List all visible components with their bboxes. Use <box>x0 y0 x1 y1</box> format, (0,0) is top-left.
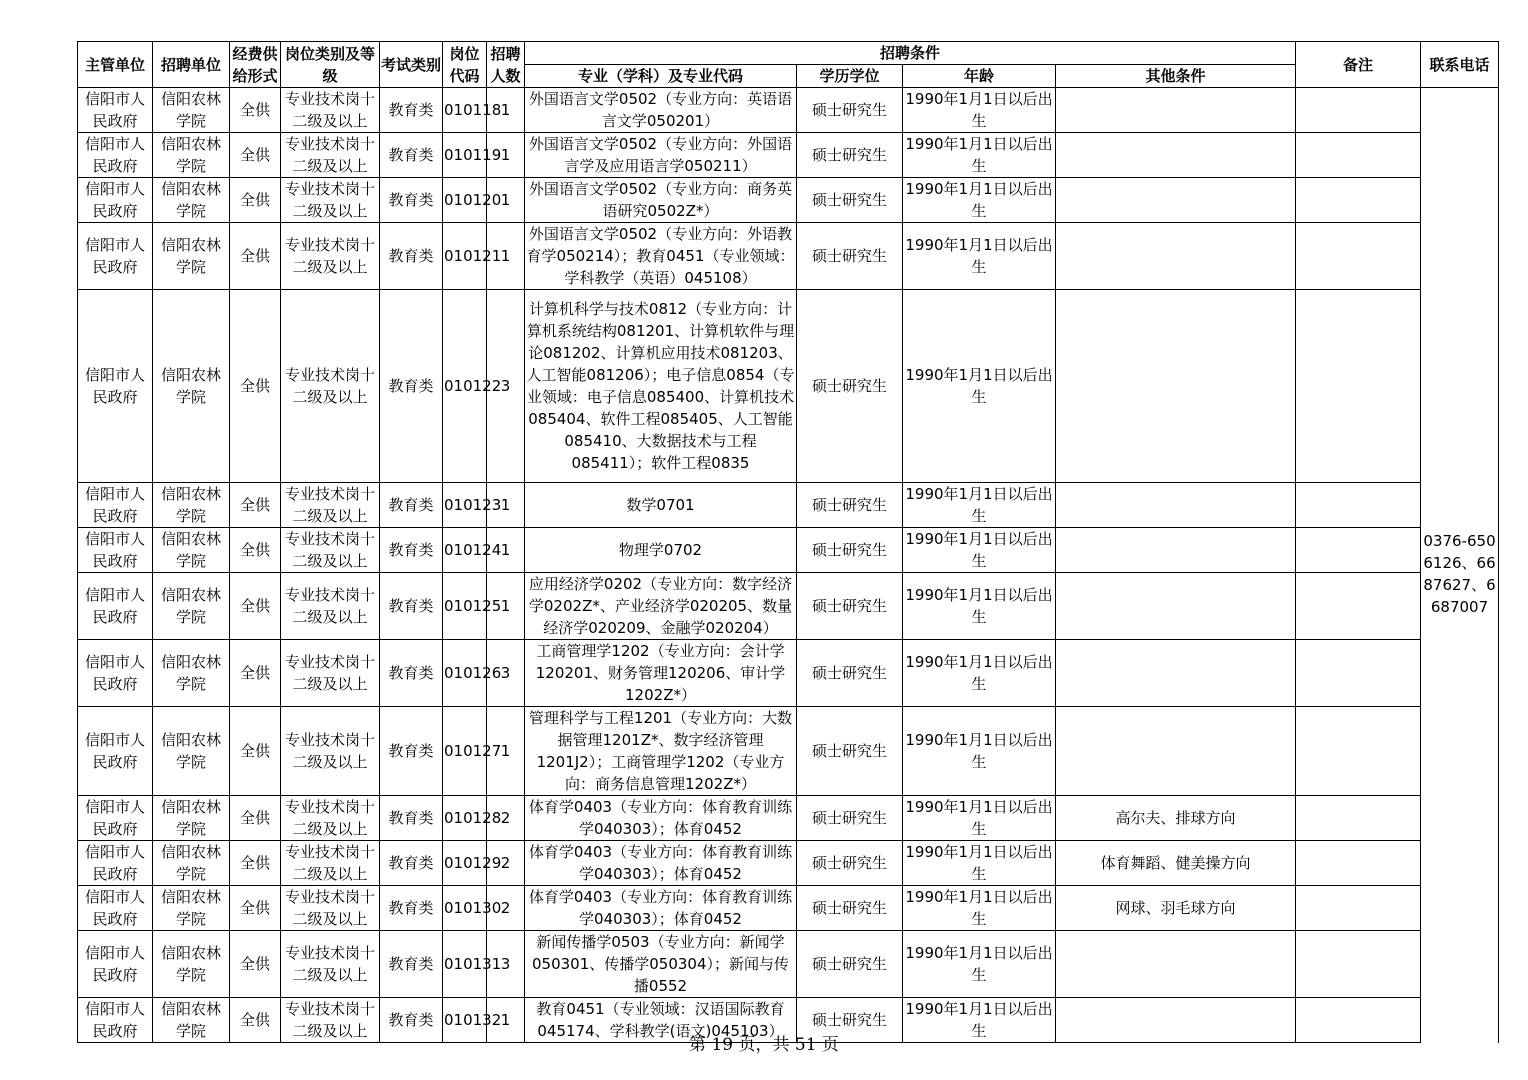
cell-beizhu <box>1296 528 1421 573</box>
cell-jingfei: 全供 <box>230 640 281 707</box>
header-qita: 其他条件 <box>1056 65 1296 88</box>
cell-zhaopin: 信阳农林学院 <box>153 796 230 841</box>
cell-zhuguan: 信阳市人民政府 <box>78 707 153 796</box>
cell-zhuguan: 信阳市人民政府 <box>78 88 153 133</box>
cell-zhaopin: 信阳农林学院 <box>153 88 230 133</box>
cell-xueli: 硕士研究生 <box>797 483 903 528</box>
cell-zhuanye: 计算机科学与技术0812（专业方向：计算机系统结构081201、计算机软件与理论081202、计算机应用技术081203、人工智能081206）；电子信息0854（专业领域：电子信息085400、计算机技术085404、软件工程085405、人工智能085410、大数据技术与工程085411）；软件工程0835 <box>525 290 797 483</box>
cell-zhuanye: 体育学0403（专业方向：体育教育训练学040303）；体育0452 <box>525 796 797 841</box>
cell-zhaopin: 信阳农林学院 <box>153 998 230 1043</box>
cell-kaoshi: 教育类 <box>380 483 443 528</box>
cell-zhuguan: 信阳市人民政府 <box>78 841 153 886</box>
cell-zhuanye: 外国语言文学0502（专业方向：外国语言学及应用语言学050211） <box>525 133 797 178</box>
cell-xueli: 硕士研究生 <box>797 88 903 133</box>
header-nianling: 年龄 <box>903 65 1056 88</box>
table-row <box>78 483 1499 528</box>
cell-code: 010129 <box>443 841 487 886</box>
cell-nianling: 1990年1月1日以后出生 <box>903 88 1056 133</box>
header-jingfei: 经费供给形式 <box>230 42 281 88</box>
cell-nianling: 1990年1月1日以后出生 <box>903 178 1056 223</box>
cell-kaoshi: 教育类 <box>380 931 443 998</box>
cell-gangwei: 专业技术岗十二级及以上 <box>281 290 380 483</box>
cell-jingfei: 全供 <box>230 223 281 290</box>
header-dianhua: 联系电话 <box>1421 42 1499 88</box>
cell-xueli: 硕士研究生 <box>797 133 903 178</box>
cell-zhuguan: 信阳市人民政府 <box>78 290 153 483</box>
cell-nianling: 1990年1月1日以后出生 <box>903 640 1056 707</box>
cell-xueli: 硕士研究生 <box>797 886 903 931</box>
cell-nianling: 1990年1月1日以后出生 <box>903 841 1056 886</box>
table-row <box>78 528 1499 573</box>
cell-beizhu <box>1296 796 1421 841</box>
header-beizhu: 备注 <box>1296 42 1421 88</box>
cell-zhuanye: 数学0701 <box>525 483 797 528</box>
cell-qita: 高尔夫、排球方向 <box>1056 796 1296 841</box>
cell-code: 010126 <box>443 640 487 707</box>
cell-xueli: 硕士研究生 <box>797 290 903 483</box>
cell-jingfei: 全供 <box>230 707 281 796</box>
cell-code: 010132 <box>443 998 487 1043</box>
cell-beizhu <box>1296 841 1421 886</box>
cell-code: 010128 <box>443 796 487 841</box>
cell-zhaopin: 信阳农林学院 <box>153 223 230 290</box>
cell-code: 010124 <box>443 528 487 573</box>
cell-gangwei: 专业技术岗十二级及以上 <box>281 931 380 998</box>
cell-kaoshi: 教育类 <box>380 290 443 483</box>
cell-num: 1 <box>487 998 525 1043</box>
cell-code: 010119 <box>443 133 487 178</box>
table-row <box>78 133 1499 178</box>
cell-zhuguan: 信阳市人民政府 <box>78 483 153 528</box>
cell-num: 1 <box>487 88 525 133</box>
cell-gangwei: 专业技术岗十二级及以上 <box>281 998 380 1043</box>
cell-zhaopin: 信阳农林学院 <box>153 886 230 931</box>
cell-beizhu <box>1296 483 1421 528</box>
table-row <box>78 886 1499 931</box>
cell-nianling: 1990年1月1日以后出生 <box>903 931 1056 998</box>
cell-jingfei: 全供 <box>230 998 281 1043</box>
cell-zhuguan: 信阳市人民政府 <box>78 223 153 290</box>
cell-zhuanye: 外国语言文学0502（专业方向：外语教育学050214）；教育0451（专业领域：学科教学（英语）045108） <box>525 223 797 290</box>
cell-zhaopin: 信阳农林学院 <box>153 707 230 796</box>
cell-kaoshi: 教育类 <box>380 707 443 796</box>
cell-zhuanye: 外国语言文学0502（专业方向：英语语言文学050201） <box>525 88 797 133</box>
cell-qita <box>1056 290 1296 483</box>
cell-num: 1 <box>487 483 525 528</box>
table-row <box>78 290 1499 483</box>
cell-qita <box>1056 178 1296 223</box>
cell-gangwei: 专业技术岗十二级及以上 <box>281 483 380 528</box>
cell-gangwei: 专业技术岗十二级及以上 <box>281 223 380 290</box>
header-tiaojian: 招聘条件 <box>525 42 1296 65</box>
cell-num: 1 <box>487 528 525 573</box>
cell-zhuguan: 信阳市人民政府 <box>78 931 153 998</box>
cell-jingfei: 全供 <box>230 796 281 841</box>
cell-nianling: 1990年1月1日以后出生 <box>903 573 1056 640</box>
cell-xueli: 硕士研究生 <box>797 796 903 841</box>
cell-beizhu <box>1296 886 1421 931</box>
cell-qita <box>1056 88 1296 133</box>
cell-num: 3 <box>487 640 525 707</box>
cell-beizhu <box>1296 640 1421 707</box>
cell-zhuguan: 信阳市人民政府 <box>78 528 153 573</box>
cell-kaoshi: 教育类 <box>380 886 443 931</box>
header-gangwei-leibie: 岗位类别及等级 <box>281 42 380 88</box>
table-row <box>78 707 1499 796</box>
cell-zhuguan: 信阳市人民政府 <box>78 640 153 707</box>
cell-jingfei: 全供 <box>230 178 281 223</box>
cell-jingfei: 全供 <box>230 841 281 886</box>
cell-zhuguan: 信阳市人民政府 <box>78 573 153 640</box>
cell-xueli: 硕士研究生 <box>797 931 903 998</box>
cell-kaoshi: 教育类 <box>380 573 443 640</box>
cell-phone: 0376-6506126、6687627、6687007 <box>1421 88 1499 1043</box>
cell-code: 010120 <box>443 178 487 223</box>
header-zhuguan: 主管单位 <box>78 42 153 88</box>
cell-zhuguan: 信阳市人民政府 <box>78 796 153 841</box>
cell-code: 010121 <box>443 223 487 290</box>
cell-nianling: 1990年1月1日以后出生 <box>903 483 1056 528</box>
cell-zhuguan: 信阳市人民政府 <box>78 178 153 223</box>
cell-qita: 体育舞蹈、健美操方向 <box>1056 841 1296 886</box>
cell-jingfei: 全供 <box>230 931 281 998</box>
cell-code: 010130 <box>443 886 487 931</box>
cell-zhaopin: 信阳农林学院 <box>153 483 230 528</box>
cell-xueli: 硕士研究生 <box>797 640 903 707</box>
cell-jingfei: 全供 <box>230 528 281 573</box>
table-row <box>78 796 1499 841</box>
header-zhaopin: 招聘单位 <box>153 42 230 88</box>
cell-nianling: 1990年1月1日以后出生 <box>903 886 1056 931</box>
cell-beizhu <box>1296 573 1421 640</box>
cell-qita <box>1056 133 1296 178</box>
cell-num: 1 <box>487 133 525 178</box>
cell-code: 010118 <box>443 88 487 133</box>
cell-qita <box>1056 528 1296 573</box>
cell-jingfei: 全供 <box>230 573 281 640</box>
cell-zhuanye: 体育学0403（专业方向：体育教育训练学040303）；体育0452 <box>525 886 797 931</box>
cell-gangwei: 专业技术岗十二级及以上 <box>281 88 380 133</box>
cell-num: 1 <box>487 573 525 640</box>
cell-zhuguan: 信阳市人民政府 <box>78 886 153 931</box>
cell-qita <box>1056 707 1296 796</box>
cell-code: 010123 <box>443 483 487 528</box>
cell-num: 1 <box>487 223 525 290</box>
cell-code: 010125 <box>443 573 487 640</box>
cell-zhaopin: 信阳农林学院 <box>153 640 230 707</box>
cell-kaoshi: 教育类 <box>380 88 443 133</box>
table-row <box>78 223 1499 290</box>
cell-kaoshi: 教育类 <box>380 528 443 573</box>
cell-beizhu <box>1296 223 1421 290</box>
cell-jingfei: 全供 <box>230 88 281 133</box>
cell-code: 010131 <box>443 931 487 998</box>
cell-beizhu <box>1296 133 1421 178</box>
cell-zhuanye: 物理学0702 <box>525 528 797 573</box>
cell-num: 2 <box>487 886 525 931</box>
cell-qita <box>1056 573 1296 640</box>
cell-xueli: 硕士研究生 <box>797 707 903 796</box>
cell-zhaopin: 信阳农林学院 <box>153 133 230 178</box>
cell-jingfei: 全供 <box>230 133 281 178</box>
cell-zhuanye: 外国语言文学0502（专业方向：商务英语研究0502Z*） <box>525 178 797 223</box>
cell-kaoshi: 教育类 <box>380 998 443 1043</box>
cell-kaoshi: 教育类 <box>380 841 443 886</box>
cell-beizhu <box>1296 178 1421 223</box>
cell-kaoshi: 教育类 <box>380 133 443 178</box>
table-body <box>78 88 1499 1043</box>
cell-zhaopin: 信阳农林学院 <box>153 528 230 573</box>
header-xueli: 学历学位 <box>797 65 903 88</box>
table-row <box>78 841 1499 886</box>
cell-zhuanye: 工商管理学1202（专业方向：会计学120201、财务管理120206、审计学1202Z*） <box>525 640 797 707</box>
cell-kaoshi: 教育类 <box>380 796 443 841</box>
cell-nianling: 1990年1月1日以后出生 <box>903 796 1056 841</box>
cell-qita <box>1056 483 1296 528</box>
header-zhuanye: 专业（学科）及专业代码 <box>525 65 797 88</box>
header-gangwei-daima: 岗位代码 <box>443 42 487 88</box>
cell-qita <box>1056 640 1296 707</box>
cell-xueli: 硕士研究生 <box>797 223 903 290</box>
cell-zhuanye: 新闻传播学0503（专业方向：新闻学050301、传播学050304）；新闻与传播0552 <box>525 931 797 998</box>
cell-gangwei: 专业技术岗十二级及以上 <box>281 707 380 796</box>
cell-kaoshi: 教育类 <box>380 640 443 707</box>
cell-gangwei: 专业技术岗十二级及以上 <box>281 528 380 573</box>
cell-code: 010122 <box>443 290 487 483</box>
header-kaoshi: 考试类别 <box>380 42 443 88</box>
cell-num: 1 <box>487 707 525 796</box>
table-row <box>78 573 1499 640</box>
cell-gangwei: 专业技术岗十二级及以上 <box>281 886 380 931</box>
table-row <box>78 178 1499 223</box>
cell-nianling: 1990年1月1日以后出生 <box>903 290 1056 483</box>
cell-jingfei: 全供 <box>230 886 281 931</box>
cell-kaoshi: 教育类 <box>380 223 443 290</box>
cell-zhuguan: 信阳市人民政府 <box>78 998 153 1043</box>
cell-code: 010127 <box>443 707 487 796</box>
cell-nianling: 1990年1月1日以后出生 <box>903 998 1056 1043</box>
cell-jingfei: 全供 <box>230 290 281 483</box>
cell-num: 3 <box>487 290 525 483</box>
cell-xueli: 硕士研究生 <box>797 528 903 573</box>
table-row <box>78 931 1499 998</box>
cell-zhaopin: 信阳农林学院 <box>153 841 230 886</box>
table-row <box>78 640 1499 707</box>
cell-zhuanye: 教育0451（专业领域：汉语国际教育045174、学科教学(语文)045103） <box>525 998 797 1043</box>
cell-zhuguan: 信阳市人民政府 <box>78 133 153 178</box>
cell-num: 1 <box>487 178 525 223</box>
cell-zhaopin: 信阳农林学院 <box>153 573 230 640</box>
cell-kaoshi: 教育类 <box>380 178 443 223</box>
cell-beizhu <box>1296 290 1421 483</box>
cell-gangwei: 专业技术岗十二级及以上 <box>281 133 380 178</box>
cell-gangwei: 专业技术岗十二级及以上 <box>281 640 380 707</box>
cell-xueli: 硕士研究生 <box>797 573 903 640</box>
cell-qita <box>1056 223 1296 290</box>
cell-gangwei: 专业技术岗十二级及以上 <box>281 178 380 223</box>
cell-beizhu <box>1296 88 1421 133</box>
cell-num: 2 <box>487 796 525 841</box>
cell-xueli: 硕士研究生 <box>797 998 903 1043</box>
cell-nianling: 1990年1月1日以后出生 <box>903 133 1056 178</box>
cell-beizhu <box>1296 931 1421 998</box>
cell-zhuanye: 应用经济学0202（专业方向：数字经济学0202Z*、产业经济学020205、数量经济学020209、金融学020204） <box>525 573 797 640</box>
cell-nianling: 1990年1月1日以后出生 <box>903 528 1056 573</box>
cell-xueli: 硕士研究生 <box>797 841 903 886</box>
cell-zhuanye: 管理科学与工程1201（专业方向：大数据管理1201Z*、数字经济管理1201J2）；工商管理学1202（专业方向：商务信息管理1202Z*） <box>525 707 797 796</box>
cell-qita <box>1056 931 1296 998</box>
cell-nianling: 1990年1月1日以后出生 <box>903 707 1056 796</box>
cell-zhaopin: 信阳农林学院 <box>153 290 230 483</box>
cell-zhuanye: 体育学0403（专业方向：体育教育训练学040303）；体育0452 <box>525 841 797 886</box>
table-row <box>78 88 1499 133</box>
cell-num: 3 <box>487 931 525 998</box>
recruitment-table <box>77 41 1499 1043</box>
page-footer: 第 19 页，共 51 页 <box>689 1035 839 1055</box>
cell-beizhu <box>1296 707 1421 796</box>
header-renshu: 招聘人数 <box>487 42 525 88</box>
cell-qita: 网球、羽毛球方向 <box>1056 886 1296 931</box>
cell-jingfei: 全供 <box>230 483 281 528</box>
cell-gangwei: 专业技术岗十二级及以上 <box>281 796 380 841</box>
cell-gangwei: 专业技术岗十二级及以上 <box>281 573 380 640</box>
cell-zhaopin: 信阳农林学院 <box>153 931 230 998</box>
cell-num: 2 <box>487 841 525 886</box>
cell-gangwei: 专业技术岗十二级及以上 <box>281 841 380 886</box>
cell-xueli: 硕士研究生 <box>797 178 903 223</box>
cell-nianling: 1990年1月1日以后出生 <box>903 223 1056 290</box>
cell-zhaopin: 信阳农林学院 <box>153 178 230 223</box>
